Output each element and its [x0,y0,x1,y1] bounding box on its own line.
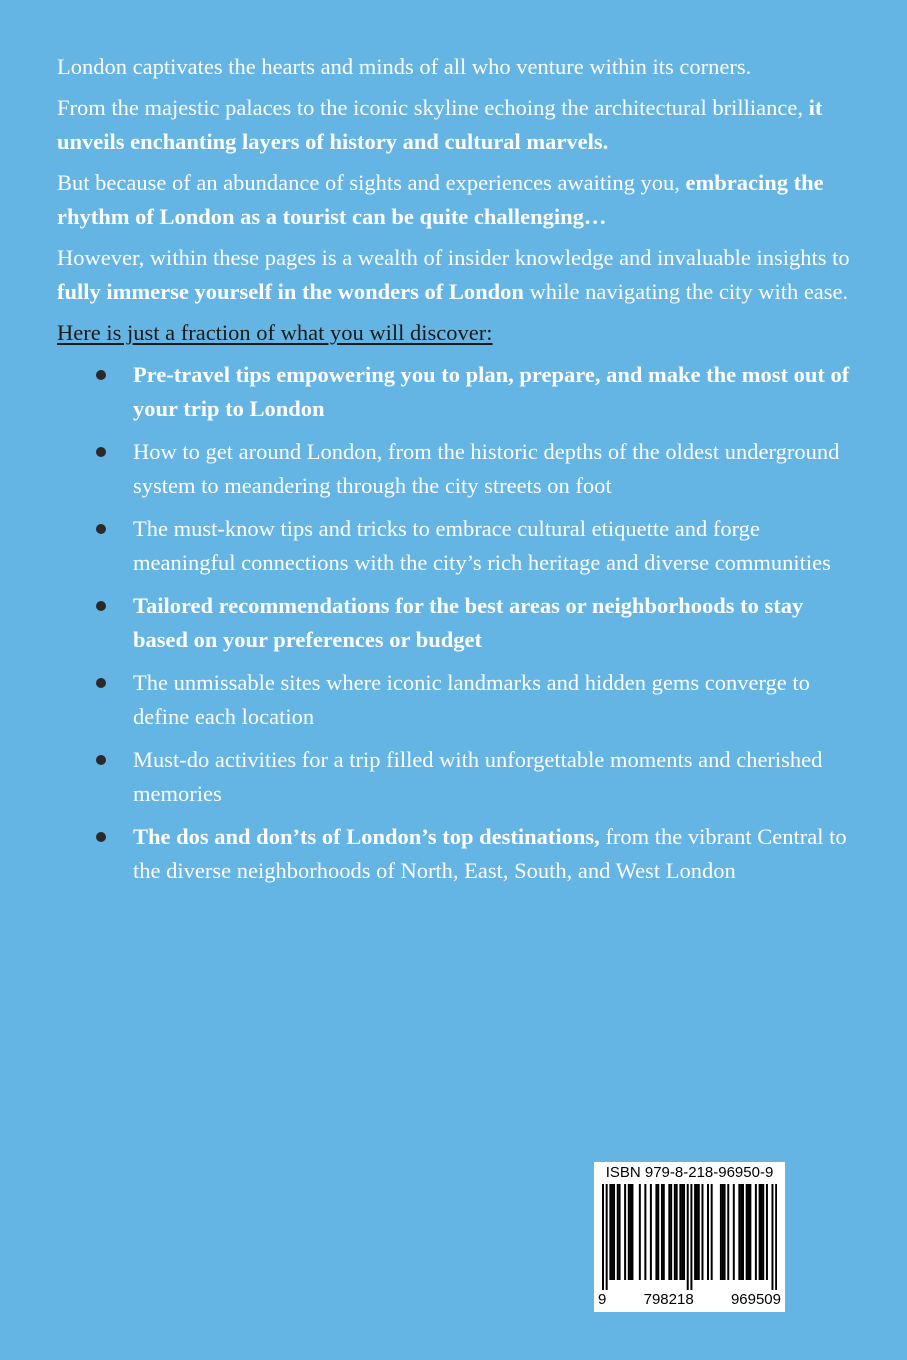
barcode-bar [696,1184,698,1280]
barcode-bar [613,1184,615,1280]
barcode-bar [631,1184,633,1280]
barcode-bar [679,1184,681,1280]
isbn-label: ISBN 979-8-218-96950-9 [605,1164,774,1181]
barcode-bar [676,1184,678,1280]
list-item: The unmissable sites where iconic landmarks and hidden gems converge to define each location [57,666,857,734]
barcode-bar [639,1184,641,1280]
barcode-bar [771,1184,773,1290]
barcode-bar [749,1184,751,1280]
barcode-bar [630,1184,632,1280]
intro-paragraph-3: But because of an abundance of sights and experiences awaiting you, embracing the rhythm of London as a tourist can be quite challenging… [57,170,824,229]
barcode-digit-group: 9 [598,1291,607,1308]
barcode-bar [742,1184,744,1280]
barcode-bar [611,1184,613,1280]
barcode-bar [766,1184,768,1280]
bullet-icon [96,524,106,534]
barcode-bar [748,1184,750,1280]
barcode-bars-icon [602,1184,777,1290]
barcode-bar [661,1184,663,1280]
barcode-bar [609,1184,611,1280]
list-item: How to get around London, from the historic depths of the oldest underground system to meandering through the city streets on foot [57,435,857,503]
barcode-bar [602,1184,604,1290]
barcode-digit-group: 798218 [643,1291,694,1308]
barcode-bar [759,1184,761,1280]
barcode-bar [738,1184,740,1280]
barcode-bar [762,1184,764,1280]
barcode-digits [598,1292,781,1308]
barcode-bar [740,1184,742,1280]
barcode-bar [722,1184,724,1280]
barcode-bar [606,1184,608,1290]
barcode-bar [663,1184,665,1280]
barcode-bar [628,1184,630,1280]
barcode-bar [690,1184,692,1290]
barcode-bar [619,1184,621,1280]
bullet-icon [96,447,106,457]
barcode-bar [720,1184,722,1280]
barcode-bar [760,1184,762,1280]
barcode-bar [694,1184,696,1280]
list-item: The must-know tips and tricks to embrace cultural etiquette and forge meaningful connections with the city’s rich heritage and diverse communities [57,512,857,580]
barcode-bar [657,1184,659,1280]
barcode-bar [655,1184,657,1280]
list-item: Must-do activities for a trip filled with unforgettable moments and cherished memories [57,743,857,811]
bullet-icon [96,370,106,380]
barcode-digit-group: 969509 [730,1291,781,1308]
isbn-barcode [594,1162,785,1312]
barcode-bar [650,1184,652,1280]
barcode-bar [670,1184,672,1280]
intro-paragraph-1: London captivates the hearts and minds of all who venture within its corners. [57,54,752,79]
barcode-bar [683,1184,685,1280]
bullet-icon [96,678,106,688]
barcode-bar [617,1184,619,1280]
barcode-bar [674,1184,676,1280]
barcode-bar [701,1184,703,1280]
barcode-bar [707,1184,709,1280]
list-heading: Here is just a fraction of what you will discover: [57,320,493,345]
bullet-icon [96,832,106,842]
barcode-bar [727,1184,729,1280]
discover-list [57,358,857,888]
back-cover-text [57,50,857,897]
list-item: Tailored recommendations for the best areas or neighborhoods to stay based on your preferences or budget [57,589,857,657]
barcode-bar [711,1184,713,1280]
list-item: The dos and don’ts of London’s top destinations, from the vibrant Central to the diverse neighborhoods of North, East, South, and West London [57,820,857,888]
barcode-bar [644,1184,646,1280]
barcode-bar [624,1184,626,1280]
barcode-bar [733,1184,735,1280]
intro-paragraph-2: From the majestic palaces to the iconic skyline echoing the architectural brilliance, it unveils enchanting layers of history and cultural marvels. [57,95,823,154]
barcode-bar [687,1184,689,1290]
intro-paragraph-4: However, within these pages is a wealth of insider knowledge and invaluable insights to fully immerse yourself in the wonders of London while navigating the city with ease. [57,245,850,304]
barcode-bar [775,1184,777,1290]
bullet-icon [96,601,106,611]
list-item: Pre-travel tips empowering you to plan, prepare, and make the most out of your trip to London [57,358,857,426]
barcode-bar [668,1184,670,1280]
barcode-bar [698,1184,700,1280]
barcode-bar [681,1184,683,1280]
barcode-bar [755,1184,757,1280]
bullet-icon [96,755,106,765]
barcode-bar [724,1184,726,1280]
barcode-bar [746,1184,748,1280]
